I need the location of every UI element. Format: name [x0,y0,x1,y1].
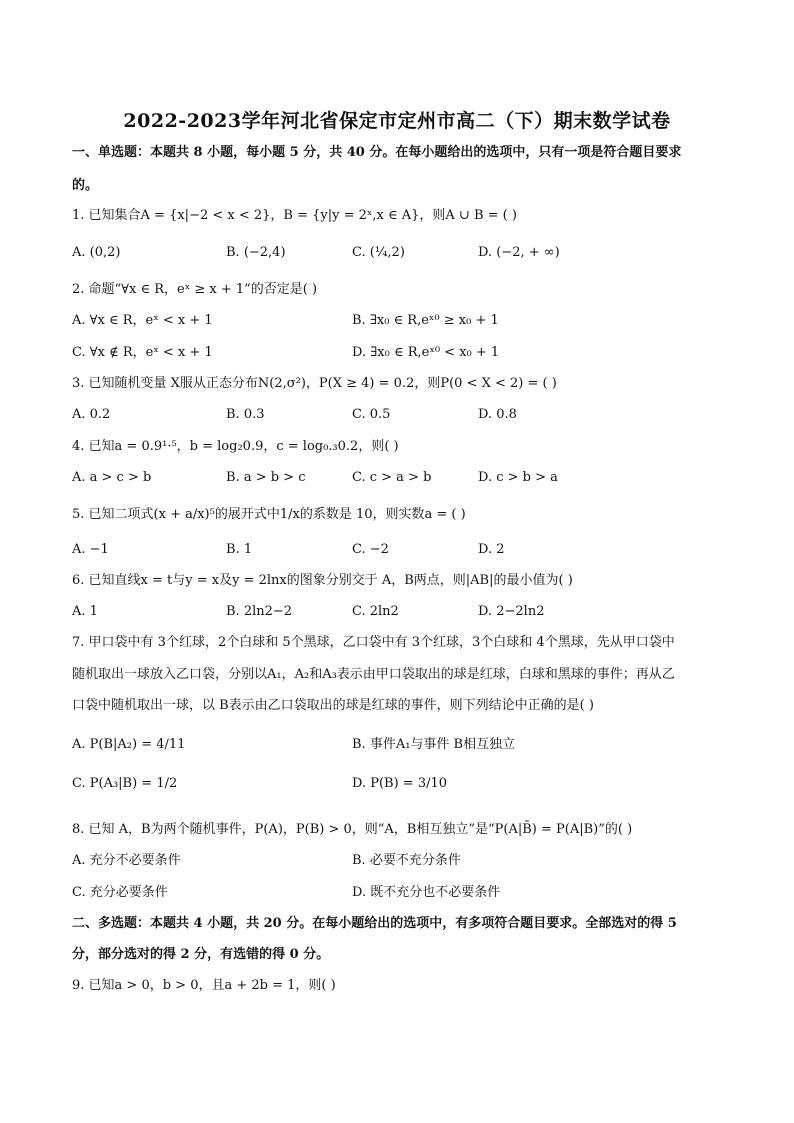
question-8-option-c: C. 充分必要条件 [72,885,168,900]
section-1-heading: 一、单选题：本题共 8 小题，每小题 5 分，共 40 分。在每小题给出的选项中，只有一项是符合题目要求 [72,145,682,160]
question-7-option-a: A. P(B|A₂) = 4/11 [72,737,186,752]
question-1-option-c: C. (¼,2) [352,245,405,260]
question-5-option-b: B. 1 [226,542,253,557]
question-8-stem: 8. 已知 A，B为两个随机事件，P(A)，P(B) > 0，则“A，B相互独立”是“P(A|B̄) = P(A|B)”的( ) [72,822,633,837]
question-5-option-c: C. −2 [352,542,389,557]
question-7-option-c: C. P(A₃|B) = 1/2 [72,776,178,791]
question-2-option-d: D. ∃x₀ ∈ R,eˣ⁰ < x₀ + 1 [352,345,500,360]
question-4-option-b: B. a > b > c [226,470,306,485]
question-2-option-a: A. ∀x ∈ R，eˣ < x + 1 [72,313,213,328]
section-2-heading: 二、多选题：本题共 4 小题，共 20 分。在每小题给出的选项中，有多项符合题目要求。全部选对的得 5 [72,916,677,931]
question-7-option-d: D. P(B) = 3/10 [352,776,448,791]
question-5-option-d: D. 2 [478,542,505,557]
question-4-option-d: D. c > b > a [478,470,558,485]
question-2-option-b: B. ∃x₀ ∈ R,eˣ⁰ ≥ x₀ + 1 [352,313,499,328]
question-6-option-a: A. 1 [72,604,98,619]
question-7-option-b: B. 事件A₁与事件 B相互独立 [352,737,516,752]
question-4-option-c: C. c > a > b [352,470,432,485]
question-1-option-d: D. (−2, + ∞) [478,245,560,260]
question-3-stem: 3. 已知随机变量 X服从正态分布N(2,σ²)，P(X ≥ 4) = 0.2，则P(0 < X < 2) = ( ) [72,376,557,391]
question-4-option-a: A. a > c > b [72,470,152,485]
question-9-stem: 9. 已知a > 0，b > 0，且a + 2b = 1，则( ) [72,978,336,993]
question-7-stem-line-3: 口袋中随机取出一球，以 B表示由乙口袋取出的球是红球的事件，则下列结论中正确的是( ) [72,698,594,713]
question-6-stem: 6. 已知直线x = t与y = x及y = 2lnx的图象分别交于 A，B两点，则|AB|的最小值为( ) [72,573,573,588]
page-title: 2022-2023学年河北省保定市定州市高二（下）期末数学试卷 [123,110,671,132]
question-1-stem: 1. 已知集合A = {x|−2 < x < 2}，B = {y|y = 2ˣ,x ∈ A}，则A ∪ B = ( ) [72,208,517,223]
question-8-option-a: A. 充分不必要条件 [72,853,181,868]
question-8-option-d: D. 既不充分也不必要条件 [352,885,501,900]
question-7-stem-line-2: 随机取出一球放入乙口袋，分别以A₁，A₂和A₃表示由甲口袋取出的球是红球，白球和黑球的事件；再从乙 [72,667,675,682]
question-5-option-a: A. −1 [72,542,109,557]
question-3-option-b: B. 0.3 [226,407,265,422]
question-2-option-c: C. ∀x ∉ R，eˣ < x + 1 [72,345,213,360]
question-3-option-a: A. 0.2 [72,407,111,422]
question-1-option-b: B. (−2,4) [226,245,286,260]
section-1-heading-cont: 的。 [72,178,99,193]
section-2-heading-cont: 分，部分选对的得 2 分，有选错的得 0 分。 [72,947,330,962]
question-7-stem-line-1: 7. 甲口袋中有 3个红球，2个白球和 5个黑球，乙口袋中有 3个红球，3个白球和 4个黑球，先从甲口袋中 [72,635,675,650]
question-5-stem: 5. 已知二项式(x + a/x)⁵的展开式中1/x的系数是 10，则实数a = ( ) [72,507,466,522]
question-6-option-c: C. 2ln2 [352,604,399,619]
question-6-option-b: B. 2ln2−2 [226,604,293,619]
question-4-stem: 4. 已知a = 0.9¹·⁵，b = log₂0.9，c = log₀.₃0.2，则( ) [72,439,399,454]
question-6-option-d: D. 2−2ln2 [478,604,545,619]
question-3-option-c: C. 0.5 [352,407,391,422]
question-2-stem: 2. 命题“∀x ∈ R，eˣ ≥ x + 1”的否定是( ) [72,282,318,297]
question-8-option-b: B. 必要不充分条件 [352,853,461,868]
question-1-option-a: A. (0,2) [72,245,121,260]
question-3-option-d: D. 0.8 [478,407,517,422]
